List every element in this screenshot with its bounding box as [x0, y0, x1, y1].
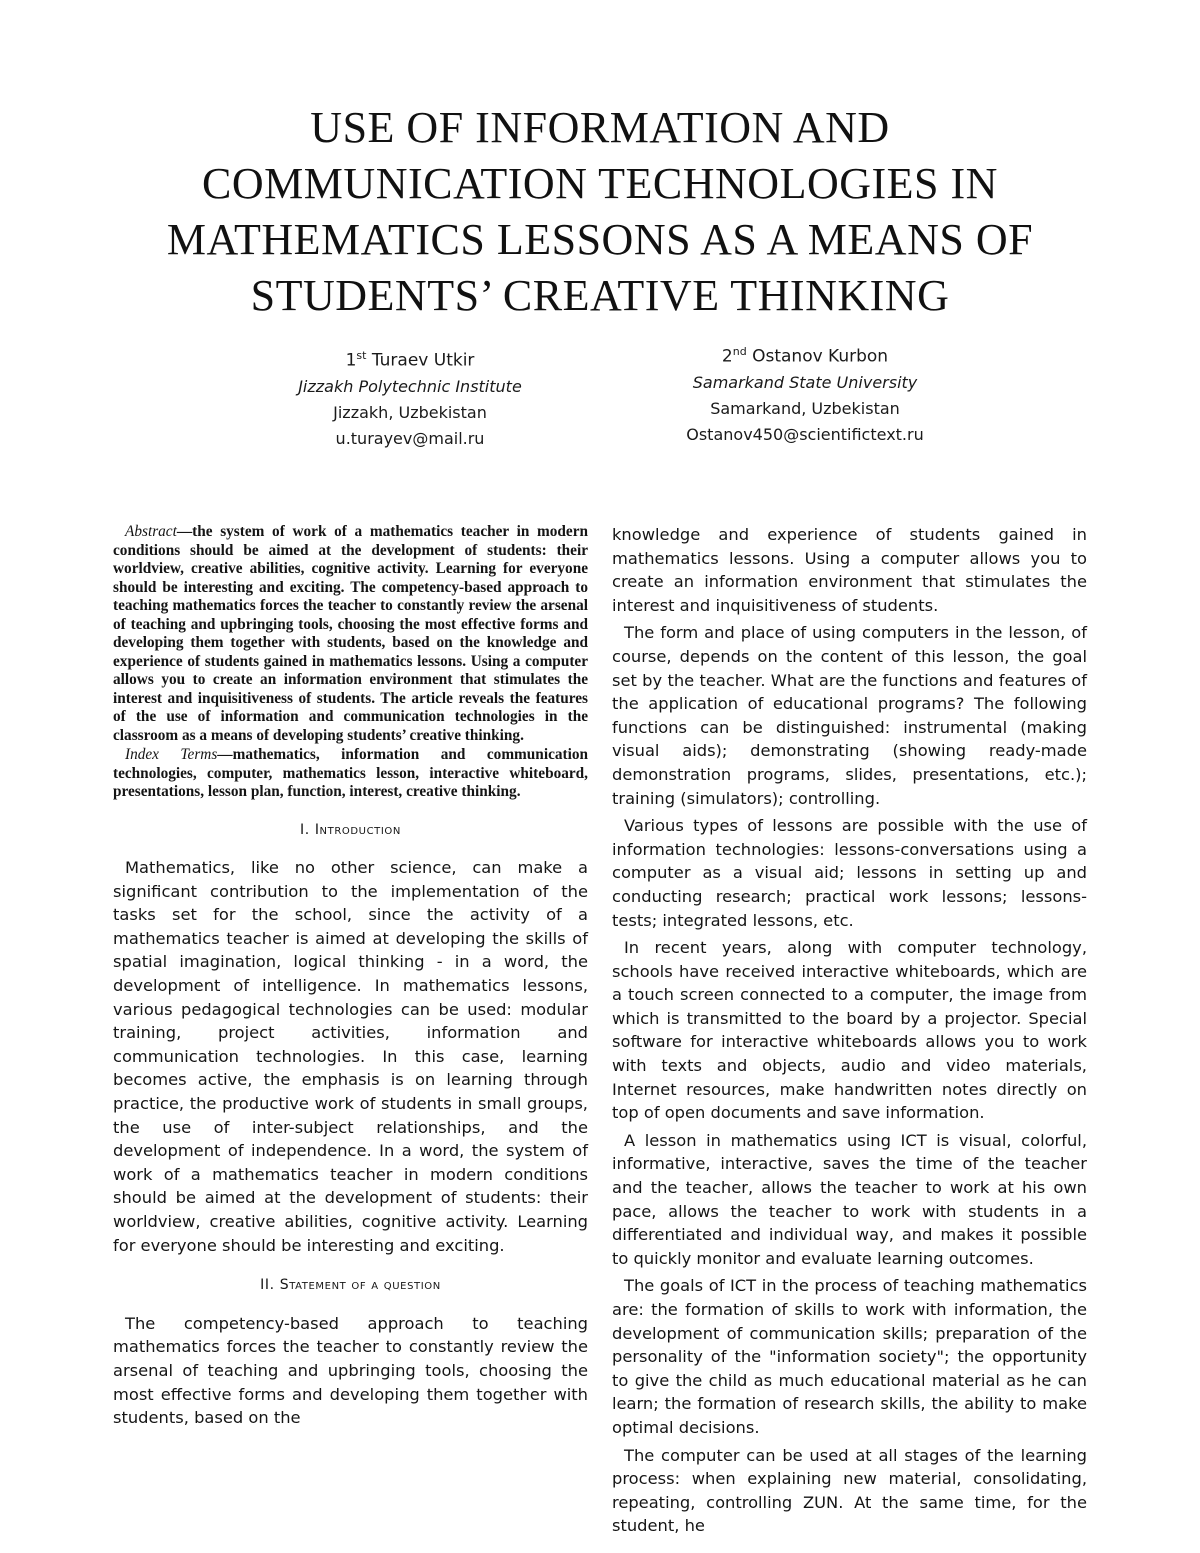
- author-location: Samarkand, Uzbekistan: [710, 398, 900, 418]
- index-terms-label: Index Terms: [125, 746, 218, 763]
- author-name: [240, 343, 580, 374]
- paper-title: [80, 100, 1120, 324]
- abstract: [113, 523, 588, 745]
- author-institution: Samarkand State University: [692, 372, 918, 392]
- index-terms: [113, 746, 588, 802]
- section-heading-introduction: I. Introduction: [300, 821, 401, 838]
- paragraph: The form and place of using computers in the lesson, of course, depends on the content of this lesson, the goal set by the teacher. What are the functions and features of the application of educational programs? The following functions can be distinguished: instrumental (making visual aids); demonstrating (showing ready-made demonstration programs, slides, presentations, etc.); training (simulators); controlling.: [612, 623, 1087, 808]
- abstract-text: —the system of work of a mathematics teacher in modern conditions should be aimed at the development of students: their worldview, creative abilities, cognitive activity. Learning for everyone should be interesting and exciting. The competency-based approach to teaching mathematics forces the teacher to constantly review the arsenal of teaching and upbringing tools, choosing the most effective forms and developing them together with students, based on the knowledge and experience of students gained in mathematics lessons. Using a computer allows you to create an information environment that stimulates the interest and inquisitiveness of students. The article reveals the features of the use of information and communication technologies in the classroom as a means of developing students’ creative thinking.: [113, 523, 588, 744]
- paragraph: knowledge and experience of students gained in mathematics lessons. Using a computer allows you to create an information environment that stimulates the interest and inquisitiveness of students.: [612, 525, 1087, 615]
- section-heading-statement: II. Statement of a question: [260, 1277, 441, 1294]
- paragraph: The goals of ICT in the process of teaching mathematics are: the formation of skills to work with information, the development of communication skills; preparation of the personality of the "information society"; the opportunity to give the child as much educational material as he can learn; the formation of research skills, the ability to make optimal decisions.: [612, 1276, 1087, 1437]
- author-ordinal: 2: [721, 346, 733, 367]
- paragraph: A lesson in mathematics using ICT is visual, colorful, informative, interactive, saves the time of the teacher and the teacher, allows the teacher to work at his own pace, allows the teacher to work with students in a differentiated and individual way, and makes it possible to quickly monitor and evaluate learning outcomes.: [612, 1130, 1087, 1268]
- author-institution: Jizzakh Polytechnic Institute: [298, 376, 522, 396]
- paragraph: Mathematics, like no other science, can make a significant contribution to the implementation of the tasks set for the school, since the activity of a mathematics teacher is aimed at developing the skills of spatial imagination, logical thinking - in a word, the development of intelligence. In mathematics lessons, various pedagogical technologies can be used: modular training, project activities, information and communication technologies. In this case, learning becomes active, the emphasis is on learning through practice, the productive work of students in small groups, the use of inter-subject relationships, and the development of independence. In a word, the system of work of a mathematics teacher in modern conditions should be aimed at the development of students: their worldview, creative abilities, cognitive activity. Learning for everyone should be interesting and exciting.: [113, 858, 588, 1255]
- left-column: [113, 523, 588, 1430]
- author-name-text: Turaev Utkir: [371, 350, 475, 371]
- author-block-1: [240, 343, 580, 452]
- author-location: Jizzakh, Uzbekistan: [333, 402, 487, 422]
- index-terms-text: —mathematics, information and communication technologies, computer, mathematics lesson, interactive whiteboard, presentations, lesson plan, function, interest, creative thinking.: [113, 746, 589, 800]
- author-email[interactable]: u.turayev@mail.ru: [335, 428, 485, 448]
- paragraph: In recent years, along with computer technology, schools have received interactive whiteboards, which are a touch screen connected to a computer, the image from which is transmitted to the board by a projector. Special software for interactive whiteboards allows you to work with texts and objects, audio and video materials, Internet resources, make handwritten notes directly on top of open documents and save information.: [612, 938, 1087, 1123]
- author-block-2: [635, 339, 975, 448]
- author-ordinal-suffix: st: [356, 349, 367, 362]
- paragraph: Various types of lessons are possible with the use of information technologies: lessons-conversations using a computer as a visual aid; lessons in setting up and conducting research; practical work lessons; lessons-tests; integrated lessons, etc.: [612, 816, 1087, 930]
- paragraph: The computer can be used at all stages of the learning process: when explaining new material, consolidating, repeating, controlling ZUN. At the same time, for the student, he: [612, 1445, 1087, 1536]
- author-ordinal-suffix: nd: [732, 345, 747, 358]
- author-name-text: Ostanov Kurbon: [752, 346, 889, 367]
- author-email[interactable]: Ostanov450@scientifictext.ru: [686, 424, 924, 444]
- author-ordinal: 1: [345, 350, 357, 371]
- right-column: [612, 523, 1087, 1538]
- paragraph: The competency-based approach to teaching mathematics forces the teacher to constantly review the arsenal of teaching and upbringing tools, choosing the most effective forms and developing them together with students, based on the: [113, 1313, 588, 1428]
- paper-title-line: STUDENTS’ CREATIVE THINKING: [250, 271, 950, 320]
- abstract-label: Abstract: [125, 523, 177, 540]
- paper-title-line: MATHEMATICS LESSONS AS A MEANS OF: [166, 215, 1034, 264]
- paper-title-line: USE OF INFORMATION AND: [310, 103, 890, 152]
- paper-title-line: COMMUNICATION TECHNOLOGIES IN: [202, 159, 998, 208]
- author-name: [635, 339, 975, 370]
